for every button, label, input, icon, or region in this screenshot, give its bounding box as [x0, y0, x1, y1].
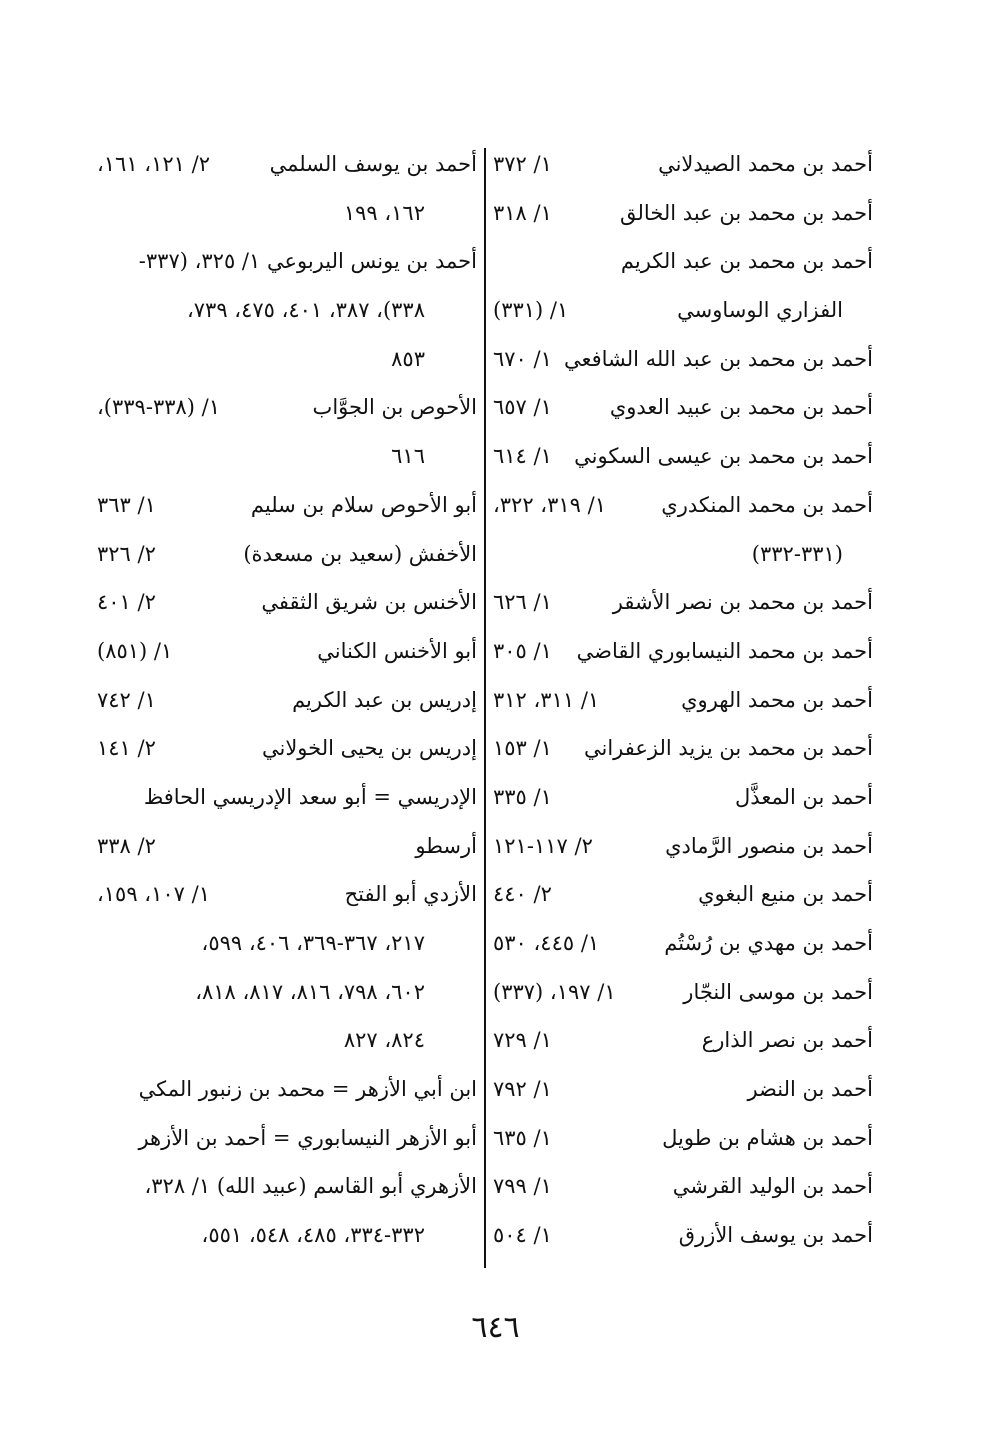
entry-reference: ١/ ٧٢٩: [493, 1028, 552, 1053]
index-entry: [493, 1016, 873, 1065]
index-entry: [97, 140, 477, 189]
index-column-left: [97, 140, 477, 1260]
entry-reference: ١/ ٥٠٤: [493, 1223, 552, 1248]
entry-reference: ١/ ٧٩٢: [493, 1077, 552, 1102]
entry-name: ابن أبي الأزهر = محمد بن زنبور المكي: [138, 1077, 477, 1102]
entry-name: أحمد بن محمد بن عيسى السكوني: [574, 444, 873, 469]
entry-name: أحمد بن المعذَّل: [735, 784, 873, 809]
index-entry: [97, 481, 477, 530]
entry-name: أحمد بن يوسف الأزرق: [678, 1223, 873, 1248]
entry-reference: ١/ ٣١١، ٣١٢: [493, 687, 600, 712]
index-entry: [97, 237, 477, 286]
index-entry: [493, 627, 873, 676]
entry-reference: ٢/ ١١٧-١٢١: [493, 833, 593, 858]
index-entry: [97, 676, 477, 725]
index-entry: [97, 189, 477, 238]
entry-name: الأحوص بن الجوَّاب: [312, 395, 477, 420]
entry-name: الأزدي أبو الفتح: [344, 882, 477, 907]
index-entry: [97, 724, 477, 773]
entry-name: أحمد بن النضر: [747, 1077, 873, 1102]
entry-name: الإدريسي = أبو سعد الإدريسي الحافظ: [143, 784, 477, 809]
index-entry: [493, 530, 873, 579]
index-entry: [97, 870, 477, 919]
entry-name: أبو الأخنس الكناني: [317, 638, 477, 663]
index-entry: [493, 968, 873, 1017]
entry-reference: ١/ ١٩٧، (٣٣٧): [493, 979, 616, 1004]
entry-name: أرسطو: [415, 833, 477, 858]
entry-name: ٣٣٨)، ٣٨٧، ٤٠١، ٤٧٥، ٧٣٩،: [186, 298, 425, 323]
entry-name: الفزاري الوساوسي: [677, 298, 843, 323]
index-entry: [97, 773, 477, 822]
index-entry: [97, 578, 477, 627]
index-entry: [493, 1211, 873, 1260]
index-entry: [493, 919, 873, 968]
entry-reference: ١/ ٦٣٥: [493, 1125, 552, 1150]
entry-reference: ٢/ ١٤١: [97, 736, 156, 761]
index-entry: [493, 286, 873, 335]
entry-name: أحمد بن موسى النجّار: [683, 979, 873, 1004]
entry-name: أحمد بن منيع البغوي: [698, 882, 873, 907]
entry-name: إدريس بن عبد الكريم: [292, 687, 477, 712]
index-entry: [97, 1016, 477, 1065]
entry-reference: ٢/ ٤٤٠: [493, 882, 552, 907]
entry-reference: ١/ (٨٥١): [97, 638, 173, 663]
entry-reference: ١/ ٦١٤: [493, 444, 552, 469]
entry-reference: ١/ ٣٦٣: [97, 492, 156, 517]
index-entry: [493, 870, 873, 919]
entry-name: (٣٣١-٣٣٢): [751, 541, 843, 566]
entry-reference: ١/ ١٥٣: [493, 736, 552, 761]
index-entry: [97, 432, 477, 481]
entry-name: أحمد بن محمد الصيدلاني: [658, 152, 873, 176]
entry-name: أحمد بن محمد بن عبد الله الشافعي: [563, 346, 873, 371]
entry-reference: ١/ ٣١٨: [493, 200, 552, 225]
entry-name: الأخنس بن شريق الثقفي: [261, 590, 477, 615]
index-entry: [493, 822, 873, 871]
entry-reference: ١/ ٣٣٥: [493, 784, 552, 809]
entry-name: أحمد بن محمد بن يزيد الزعفراني: [583, 736, 873, 761]
index-entry: [493, 1065, 873, 1114]
index-entry: [493, 481, 873, 530]
entry-name: أحمد بن يوسف السلمي: [269, 152, 477, 176]
entry-name: ٨٢٤، ٨٢٧: [343, 1028, 425, 1053]
entry-name: أحمد بن يونس اليربوعي ١/ ٣٢٥، (٣٣٧-: [138, 249, 477, 274]
index-entry: [97, 822, 477, 871]
index-entry: [97, 335, 477, 384]
entry-name: ٦٠٢، ٧٩٨، ٨١٦، ٨١٧، ٨١٨،: [195, 979, 425, 1004]
column-divider: [484, 148, 486, 1268]
entry-reference: ١/ (٣٣١): [493, 298, 569, 323]
index-entry: [493, 189, 873, 238]
index-entry: [493, 140, 873, 189]
entry-reference: ١/ ٦٢٦: [493, 590, 552, 615]
entry-name: أحمد بن هشام بن طويل: [662, 1125, 873, 1150]
index-entry: [493, 237, 873, 286]
index-entry: [493, 432, 873, 481]
entry-name: أحمد بن محمد النيسابوري القاضي: [576, 638, 873, 663]
entry-reference: ١/ ٣٠٥: [493, 638, 552, 663]
page-number: ٦٤٦: [471, 1310, 520, 1345]
entry-name: أحمد بن الوليد القرشي: [672, 1174, 873, 1199]
entry-reference: ٢/ ٣٣٨: [97, 833, 156, 858]
index-entry: [493, 676, 873, 725]
entry-reference: ١/ ٣٧٢: [493, 152, 552, 176]
entry-name: ٨٥٣: [391, 346, 425, 371]
index-entry: [97, 968, 477, 1017]
entry-reference: ١/ ٣١٩، ٣٢٢،: [493, 492, 606, 517]
entry-name: أحمد بن محمد المنكدري: [661, 492, 873, 517]
entry-reference: ٢/ ٤٠١: [97, 590, 156, 615]
entry-reference: ٢/ ١٢١، ١٦١،: [97, 152, 210, 176]
index-entry: [97, 1065, 477, 1114]
entry-name: أحمد بن محمد بن عبيد العدوي: [609, 395, 873, 420]
entry-reference: ١/ ٤٤٥، ٥٣٠: [493, 931, 600, 955]
index-entry: [493, 724, 873, 773]
index-entry: [493, 578, 873, 627]
index-entry: [97, 627, 477, 676]
index-entry: [97, 286, 477, 335]
entry-name: أبو الأزهر النيسابوري = أحمد بن الأزهر: [138, 1125, 477, 1150]
entry-name: أحمد بن محمد الهروي: [681, 687, 873, 712]
entry-reference: ١/ ١٠٧، ١٥٩،: [97, 882, 210, 907]
entry-name: إدريس بن يحيى الخولاني: [261, 736, 477, 761]
index-entry: [493, 383, 873, 432]
entry-reference: ١/ ٦٥٧: [493, 395, 552, 420]
index-entry: [493, 335, 873, 384]
entry-name: ٣٣٢-٣٣٤، ٤٨٥، ٥٤٨، ٥٥١،: [201, 1223, 425, 1248]
entry-name: ١٦٢، ١٩٩: [343, 200, 425, 225]
entry-name: أحمد بن محمد بن عبد الخالق: [620, 200, 873, 225]
index-entry: [97, 1114, 477, 1163]
index-column-right: [493, 140, 873, 1260]
entry-name: أبو الأحوص سلام بن سليم: [250, 492, 477, 517]
entry-name: أحمد بن منصور الرَّمادي: [665, 833, 873, 858]
index-entry: [493, 1162, 873, 1211]
entry-name: الأخفش (سعيد بن مسعدة): [243, 541, 477, 566]
entry-name: أحمد بن محمد بن عبد الكريم: [620, 249, 873, 274]
entry-reference: ١/ ٧٤٢: [97, 687, 156, 712]
index-entry: [493, 1114, 873, 1163]
entry-name: الأزهري أبو القاسم (عبيد الله) ١/ ٣٢٨،: [144, 1174, 477, 1199]
entry-name: أحمد بن نصر الذارع: [701, 1028, 873, 1053]
index-entry: [97, 919, 477, 968]
index-entry: [97, 1162, 477, 1211]
entry-name: أحمد بن محمد بن نصر الأشقر: [612, 590, 873, 615]
entry-reference: ١/ ٧٩٩: [493, 1174, 552, 1199]
entry-reference: ١/ ٦٧٠: [493, 346, 552, 371]
entry-reference: ١/ (٣٣٨-٣٣٩)،: [97, 395, 221, 420]
entry-name: أحمد بن مهدي بن رُسْتُم: [664, 931, 873, 955]
index-entry: [493, 773, 873, 822]
index-entry: [97, 383, 477, 432]
index-entry: [97, 530, 477, 579]
entry-name: ٦١٦: [391, 444, 425, 469]
entry-reference: ٢/ ٣٢٦: [97, 541, 156, 566]
index-entry: [97, 1211, 477, 1260]
entry-name: ٢١٧، ٣٦٧-٣٦٩، ٤٠٦، ٥٩٩،: [201, 931, 425, 955]
